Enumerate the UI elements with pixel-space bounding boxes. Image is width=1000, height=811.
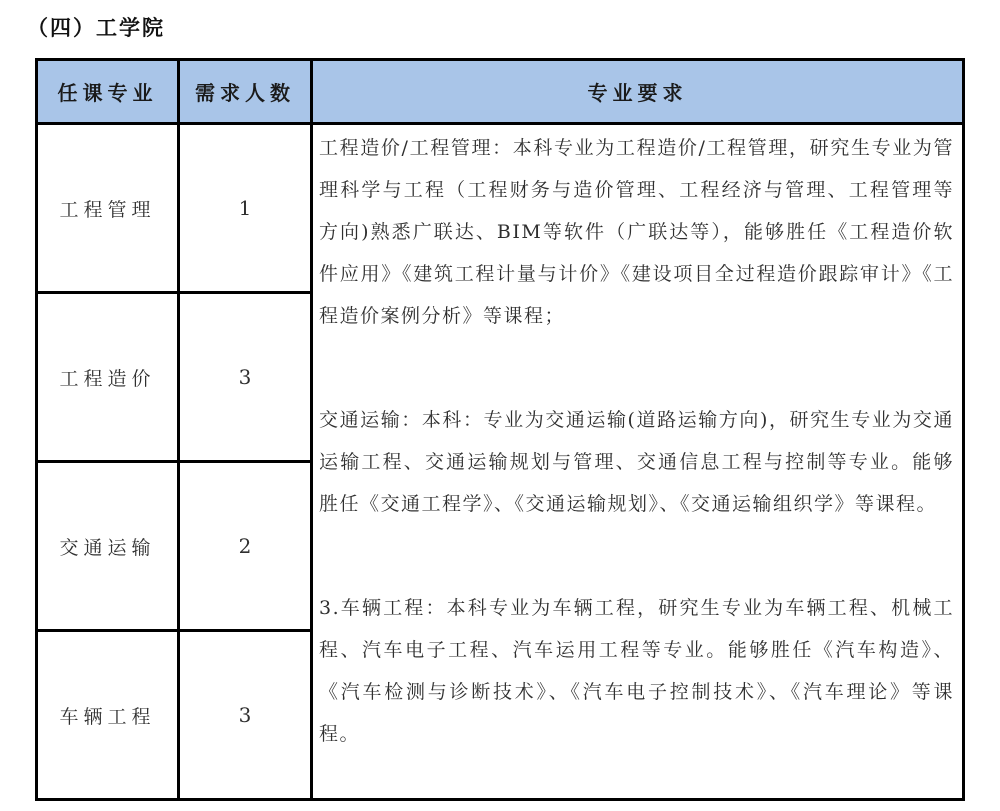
column-header-requirements: 专业要求 [312,60,964,124]
count-cell-vehicle-engineering: 3 [179,631,312,800]
major-cell-vehicle-engineering: 车辆工程 [37,631,179,800]
count-cell-engineering-management: 1 [179,124,312,293]
requirement-paragraph-cost-management: 工程造价/工程管理：本科专业为工程造价/工程管理，研究生专业为管理科学与工程（工程财务与造价管理、工程经济与管理、工程管理等方向)熟悉广联达、BIM等软件（广联达等），能够胜任《工程造价软件应用》《建筑工程计量与计价》《建设项目全过程造价跟踪审计》《工程造价案例分析》等课程； [319,137,954,327]
column-header-count: 需求人数 [179,60,312,124]
requirements-merged-cell [312,124,964,800]
major-cell-transportation: 交通运输 [37,462,179,631]
count-cell-engineering-cost: 3 [179,293,312,462]
column-header-major: 任课专业 [37,60,179,124]
major-cell-engineering-cost: 工程造价 [37,293,179,462]
table-row [37,124,964,293]
table-header-row [37,60,964,124]
requirement-paragraph-vehicle-engineering: 3.车辆工程：本科专业为车辆工程，研究生专业为车辆工程、机械工程、汽车电子工程、汽车运用工程等专业。能够胜任《汽车构造》、《汽车检测与诊断技术》、《汽车电子控制技术》、《汽车理论》等课程。 [319,597,954,745]
requirement-paragraph-transportation: 交通运输：本科：专业为交通运输(道路运输方向)，研究生专业为交通运输工程、交通运输规划与管理、交通信息工程与控制等专业。能够胜任《交通工程学》、《交通运输规划》、《交通运输组织学》等课程。 [319,409,954,515]
major-cell-engineering-management: 工程管理 [37,124,179,293]
section-title: （四）工学院 [27,15,165,40]
count-cell-transportation: 2 [179,462,312,631]
requirements-table [35,58,965,801]
